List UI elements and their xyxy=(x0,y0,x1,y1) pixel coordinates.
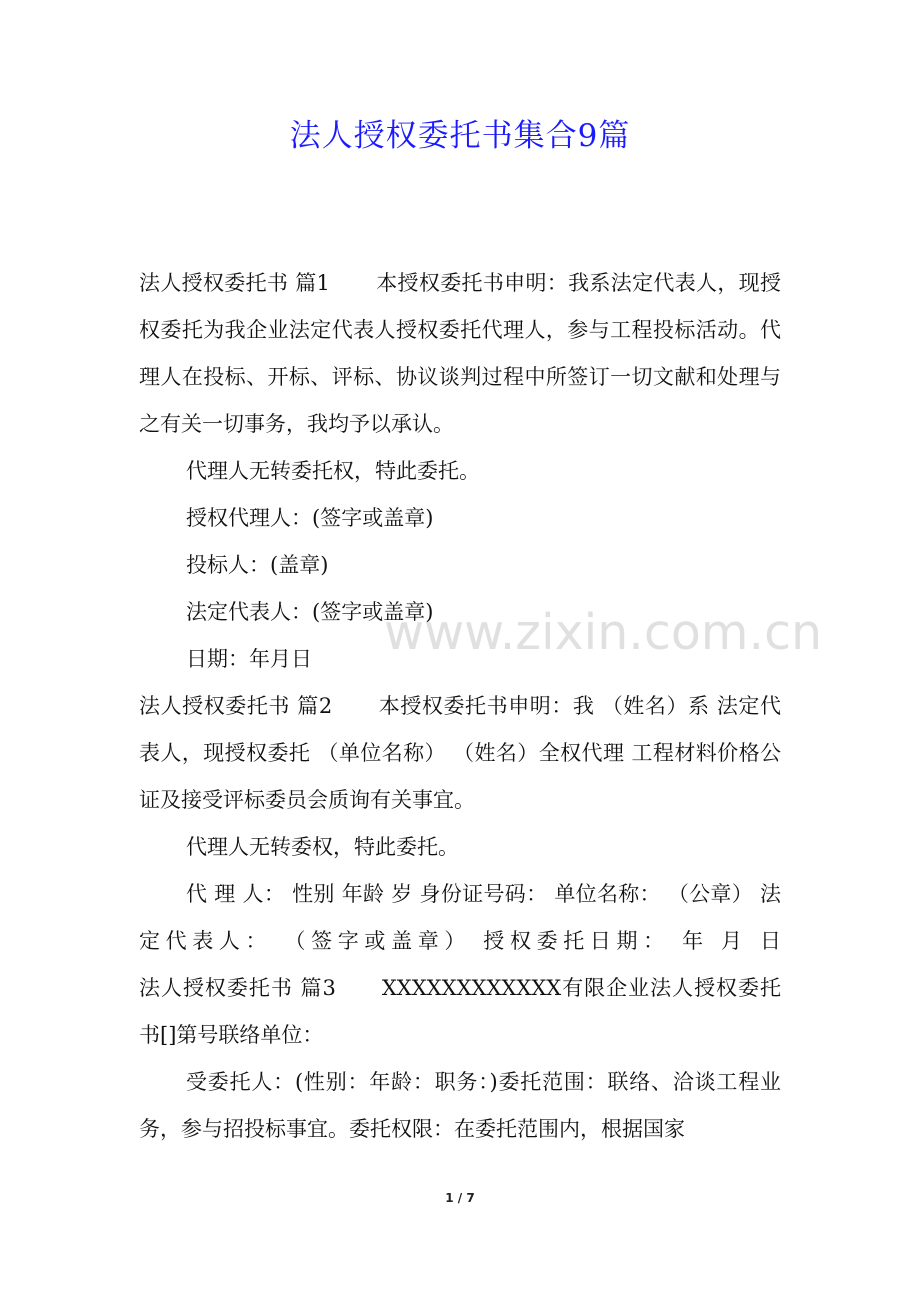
watermark: www.zixin.com.cn xyxy=(384,604,823,661)
document-body xyxy=(139,260,781,1153)
section-1-heading: 法人授权委托书 篇1 xyxy=(139,271,330,295)
section-3-opening-paragraph xyxy=(139,965,781,1059)
section-3-paragraph-2: 受委托人：(性别：年龄：职务：)委托范围：联络、洽谈工程业务，参与招投标事宜。委托权限：在委托范围内，根据国家 xyxy=(139,1070,781,1141)
section-1-paragraph-1: 本授权委托书申明：我系法定代表人，现授权委托为我企业法定代表人授权委托代理人，参与工程投标活动。代理人在投标、开标、评标、协议谈判过程中所签订一切文献和处理与之有关一切事务，我均予以承认。 xyxy=(139,271,781,436)
section-3-heading: 法人授权委托书 篇3 xyxy=(139,976,336,1000)
section-2-heading: 法人授权委托书 篇2 xyxy=(139,694,333,718)
document-title: 法人授权委托书集合9篇 xyxy=(289,118,631,154)
section-1-paragraph-6: 日期：年月日 xyxy=(186,647,312,671)
section-1-paragraph-3: 授权代理人：(签字或盖章) xyxy=(186,506,434,530)
page-number: 1 / 7 xyxy=(445,1191,475,1205)
section-1-opening-paragraph xyxy=(139,260,781,448)
section-2-paragraph-2: 代理人无转委权，特此委托。 xyxy=(186,835,459,859)
section-3-paragraph-1: XXXXXXXXXXXX有限企业法人授权委托书[]第号联络单位： xyxy=(139,976,781,1047)
section-1-paragraph-5: 法定代表人：(签字或盖章) xyxy=(186,600,434,624)
section-1-paragraph-4: 投标人：(盖章) xyxy=(186,553,329,577)
section-2-paragraph-1: 本授权委托书申明：我 （姓名）系 法定代表人，现授权委托 （单位名称） （姓名）全权代理 工程材料价格公证及接受评标委员会质询有关事宜。 xyxy=(139,694,781,812)
section-2-paragraph-3: 代 理 人： 性别 年龄 岁 身份证号码： 单位名称： （公章） 法定代表人： （签字或盖章） 授权委托日期： 年 月 日 xyxy=(139,882,781,953)
section-2-opening-paragraph xyxy=(139,683,781,824)
section-1-paragraph-2: 代理人无转委托权，特此委托。 xyxy=(186,459,480,483)
